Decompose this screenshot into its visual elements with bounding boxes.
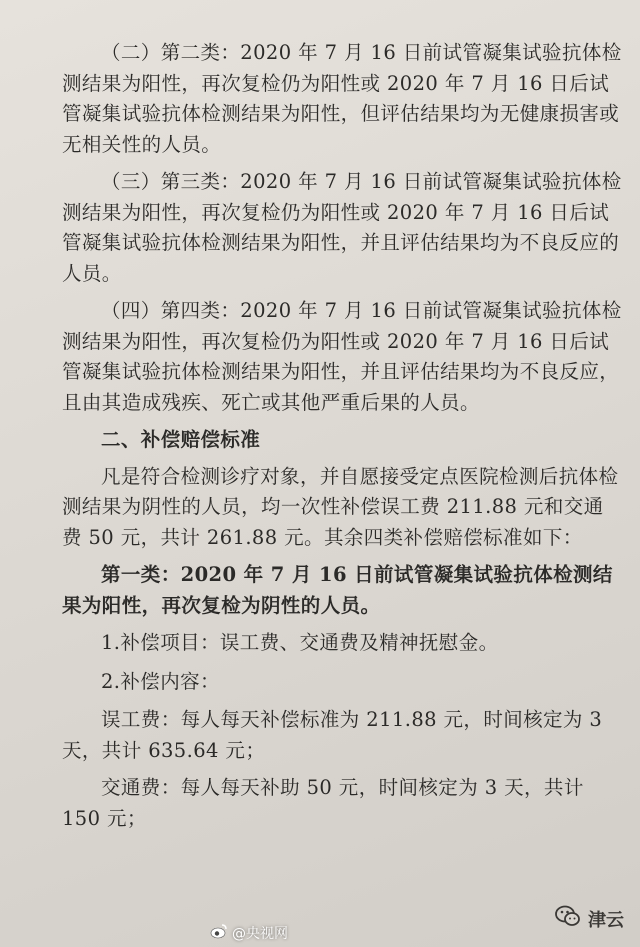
paragraph-category-1: 第一类：2020 年 7 月 16 日前试管凝集试验抗体检测结果为阳性，再次复检为阴性的人员。 xyxy=(62,563,613,617)
item-compensation-items: 1.补偿项目：误工费、交通费及精神抚慰金。 xyxy=(101,631,499,654)
paragraph-category-2: （二）第二类：2020 年 7 月 16 日前试管凝集试验抗体检测结果为阳性，再次复检仍为阳性或 2020 年 7 月 16 日后试管凝集试验抗体检测结果为阳性，但评估结果均为无健康损害或无相关性的人员。 xyxy=(62,41,622,156)
paragraph-category-4: （四）第四类：2020 年 7 月 16 日前试管凝集试验抗体检测结果为阳性，再次复检仍为阳性或 2020 年 7 月 16 日后试管凝集试验抗体检测结果为阳性，并且评估结果均为不良反应，且由其造成残疾、死亡或其他严重后果的人员。 xyxy=(62,299,622,414)
watermark-text: @央视网 xyxy=(232,926,288,942)
weibo-icon xyxy=(210,923,228,943)
wechat-icon xyxy=(554,904,582,933)
item-lost-wages: 误工费：每人每天补偿标准为 211.88 元，时间核定为 3 天，共计 635.64 元； xyxy=(62,708,603,762)
watermark xyxy=(210,923,288,943)
item-transport-fee: 交通费：每人每天补助 50 元，时间核定为 3 天，共计 150 元； xyxy=(62,776,584,830)
section-heading: 二、补偿赔偿标准 xyxy=(101,428,261,451)
document-body xyxy=(62,38,622,841)
paragraph-category-3: （三）第三类：2020 年 7 月 16 日前试管凝集试验抗体检测结果为阳性，再次复检仍为阳性或 2020 年 7 月 16 日后试管凝集试验抗体检测结果为阳性，并且评估结果均为不良反应的人员。 xyxy=(62,170,622,285)
corner-logo-text: 津云 xyxy=(588,909,624,931)
item-compensation-content: 2.补偿内容： xyxy=(101,669,220,693)
corner-logo xyxy=(554,904,624,933)
paragraph-intro: 凡是符合检测诊疗对象，并自愿接受定点医院检测后抗体检测结果为阴性的人员，均一次性补偿误工费 211.88 元和交通费 50 元，共计 261.88 元。其余四类补偿赔偿标准如下： xyxy=(62,464,619,549)
